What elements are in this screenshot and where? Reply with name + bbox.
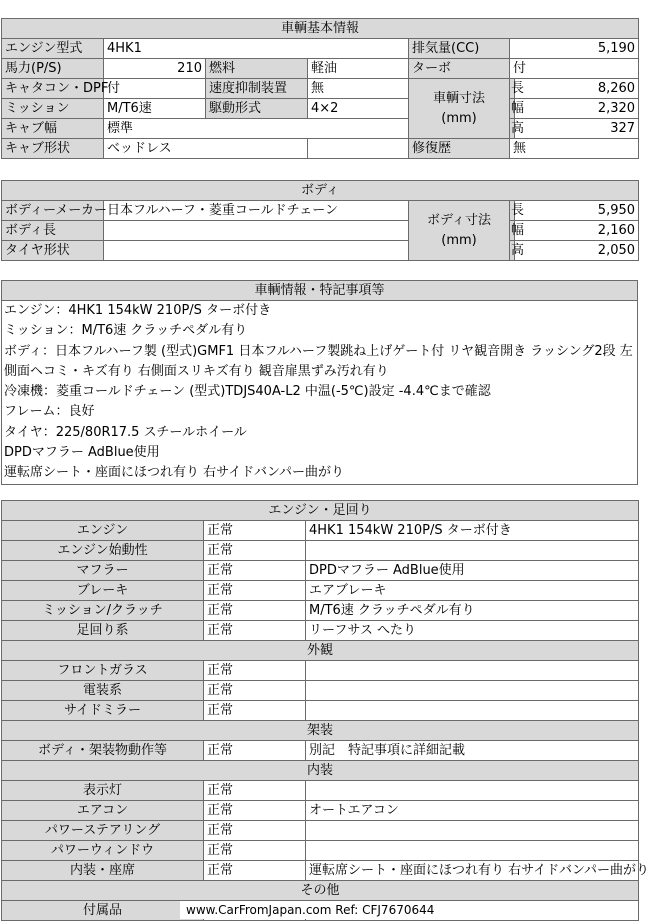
row-status: 正常 (204, 600, 306, 620)
row-status: 正常 (204, 700, 306, 720)
turbo-label: ターボ (409, 59, 510, 79)
vehicle-dims-label-2: (mm) (441, 110, 477, 126)
table-row (2, 860, 639, 880)
other-section-title: その他 (2, 880, 639, 900)
row-item: エアコン (2, 800, 204, 820)
body-dims-label-2: (mm) (441, 232, 477, 248)
row-note (306, 680, 639, 700)
mission-label: ミッション (2, 99, 104, 119)
spacer (1, 261, 638, 280)
row-status: 正常 (204, 840, 306, 860)
row-item: ブレーキ (2, 580, 204, 600)
row-note (306, 540, 639, 560)
height-label: 高 (510, 119, 515, 139)
body-length-label: ボディ長 (2, 221, 104, 241)
spacer (1, 159, 638, 180)
fuel-value: 軽油 (308, 59, 409, 79)
row-status: 正常 (204, 780, 306, 800)
row-item: 足回り系 (2, 620, 204, 640)
drive-value: 4×2 (308, 99, 409, 119)
repair-value: 無 (510, 139, 639, 159)
note-line: DPDマフラー AdBlue使用 (4, 445, 160, 461)
note-line: フレーム：良好 (4, 404, 95, 420)
body-width-value: 2,160 (515, 221, 639, 241)
row-note: M/T6速 クラッチペダル有り (306, 600, 639, 620)
row-note: 別記 特記事項に詳細記載 (306, 740, 639, 760)
cab-width-label: キャブ幅 (2, 119, 104, 139)
row-status: 正常 (204, 560, 306, 580)
tire-value (104, 241, 409, 261)
displacement-label: 排気量(CC) (409, 39, 510, 59)
inspection-table (1, 500, 649, 921)
row-status: 正常 (204, 680, 306, 700)
engine-label: エンジン型式 (2, 39, 104, 59)
cab-shape-value: ベッドレス (104, 139, 308, 159)
fuel-label: 燃料 (206, 59, 308, 79)
row-note (306, 700, 639, 720)
note-line: ミッション：M/T6速 クラッチペダル有り (4, 323, 248, 339)
table-row (2, 580, 639, 600)
row-status: 正常 (204, 620, 306, 640)
length-value: 8,260 (515, 79, 639, 99)
catalyst-value: 付 (104, 79, 206, 99)
row-item: 内装・座席 (2, 860, 204, 880)
turbo-value: 付 (510, 59, 639, 79)
watermark-text: www.CarFromJapan.com Ref: CFJ7670644 (180, 901, 440, 919)
table-row (2, 740, 639, 760)
spacer (1, 485, 638, 500)
equipment-section-title: 架装 (2, 720, 639, 740)
table-row (2, 620, 639, 640)
catalyst-label: キャタコン・DPF (2, 79, 104, 99)
body-length-value (104, 221, 409, 241)
cab-shape-label: キャブ形状 (2, 139, 104, 159)
body-title: ボディ (2, 181, 639, 201)
row-item: サイドミラー (2, 700, 204, 720)
note-line: タイヤ：225/80R17.5 スチールホイール (4, 424, 247, 440)
limiter-value: 無 (308, 79, 409, 99)
row-note: リーフサス へたり (306, 620, 639, 640)
row-item: フロントガラス (2, 660, 204, 680)
row-item: ミッション/クラッチ (2, 600, 204, 620)
table-row (2, 700, 639, 720)
displacement-value: 5,190 (510, 39, 639, 59)
body-height-label: 高 (510, 241, 515, 261)
notes-body (1, 301, 638, 485)
table-row (2, 660, 639, 680)
body-length-label-short: 長 (510, 201, 515, 221)
mission-value: M/T6速 (104, 99, 206, 119)
note-line: ボディ：日本フルハーフ製 (型式)GMF1 日本フルハーフ製跳ね上げゲート付 リヤ観音開き ラッシング2段 左側面ヘコミ・キズ有り 右側面スリキズ有り 観音扉黒ずみ汚れ有り (4, 343, 633, 379)
repair-label: 修復歴 (409, 139, 510, 159)
drive-label: 駆動形式 (206, 99, 308, 119)
cab-width-value: 標準 (104, 119, 409, 139)
row-note: 4HK1 154kW 210P/S ターボ付き (306, 520, 639, 540)
row-item: 電装系 (2, 680, 204, 700)
hp-label: 馬力(P/S) (2, 59, 104, 79)
vehicle-dims-label-1: 車輌寸法 (432, 90, 485, 106)
exterior-section-title: 外観 (2, 640, 639, 660)
limiter-label: 速度抑制装置 (206, 79, 308, 99)
table-row (2, 560, 639, 580)
hp-value: 210 (104, 59, 206, 79)
row-note (306, 840, 639, 860)
spacer (1, 0, 638, 18)
row-note: オートエアコン (306, 800, 639, 820)
vehicle-spec-sheet (1, 0, 649, 921)
row-note: DPDマフラー AdBlue使用 (306, 560, 639, 580)
row-status: 正常 (204, 740, 306, 760)
row-status: 正常 (204, 820, 306, 840)
table-row (2, 780, 639, 800)
row-item: エンジン (2, 520, 204, 540)
table-row (2, 680, 639, 700)
row-note (306, 780, 639, 800)
row-status: 正常 (204, 860, 306, 880)
row-item: 付属品 (2, 900, 204, 920)
body-width-label: 幅 (510, 221, 515, 241)
interior-section-title: 内装 (2, 760, 639, 780)
body-height-value: 2,050 (515, 241, 639, 261)
note-line: エンジン：4HK1 154kW 210P/S ターボ付き (4, 303, 272, 318)
row-note: エアブレーキ (306, 580, 639, 600)
blank-cell (308, 139, 409, 159)
body-dims-label-1: ボディ寸法 (427, 212, 491, 228)
body-table (1, 180, 639, 261)
row-status: 正常 (204, 580, 306, 600)
row-note: 運転席シート・座面にほつれ有り 右サイドバンパー曲がり (306, 860, 639, 880)
body-length-dim: 5,950 (515, 201, 639, 221)
engine-value: 4HK1 (104, 39, 409, 59)
basic-info-title: 車輌基本情報 (2, 19, 639, 39)
row-note (306, 660, 639, 680)
notes-table (1, 280, 638, 301)
row-item: エンジン始動性 (2, 540, 204, 560)
height-value: 327 (515, 119, 639, 139)
width-value: 2,320 (515, 99, 639, 119)
row-item: ボディ・架装物動作等 (2, 740, 204, 760)
vehicle-dims-label (409, 79, 510, 139)
length-label: 長 (510, 79, 515, 99)
table-row (2, 840, 639, 860)
row-item: パワーウィンドウ (2, 840, 204, 860)
note-line: 冷凍機：菱重コールドチェーン (型式)TDJS40A-L2 中温(-5℃)設定 -4.4℃まで確認 (4, 384, 491, 400)
row-item: 表示灯 (2, 780, 204, 800)
basic-info-table (1, 18, 639, 159)
table-row (2, 820, 639, 840)
table-row (2, 520, 639, 540)
engine-section-title: エンジン・足回り (2, 500, 639, 520)
table-row (2, 800, 639, 820)
maker-value: 日本フルハーフ・菱重コールドチェーン (104, 201, 409, 221)
row-status: 正常 (204, 520, 306, 540)
width-label: 幅 (510, 99, 515, 119)
row-item: マフラー (2, 560, 204, 580)
row-note (306, 820, 639, 840)
row-status: 正常 (204, 660, 306, 680)
note-line: 運転席シート・座面にほつれ有り 右サイドバンパー曲がり (4, 465, 345, 481)
maker-label: ボディーメーカー (2, 201, 104, 221)
tire-label: タイヤ形状 (2, 241, 104, 261)
row-status: 正常 (204, 800, 306, 820)
table-row (2, 600, 639, 620)
row-item: パワーステアリング (2, 820, 204, 840)
body-dims-label (409, 201, 510, 261)
notes-title: 車輌情報・特記事項等 (2, 281, 638, 301)
row-status: 正常 (204, 540, 306, 560)
table-row (2, 540, 639, 560)
